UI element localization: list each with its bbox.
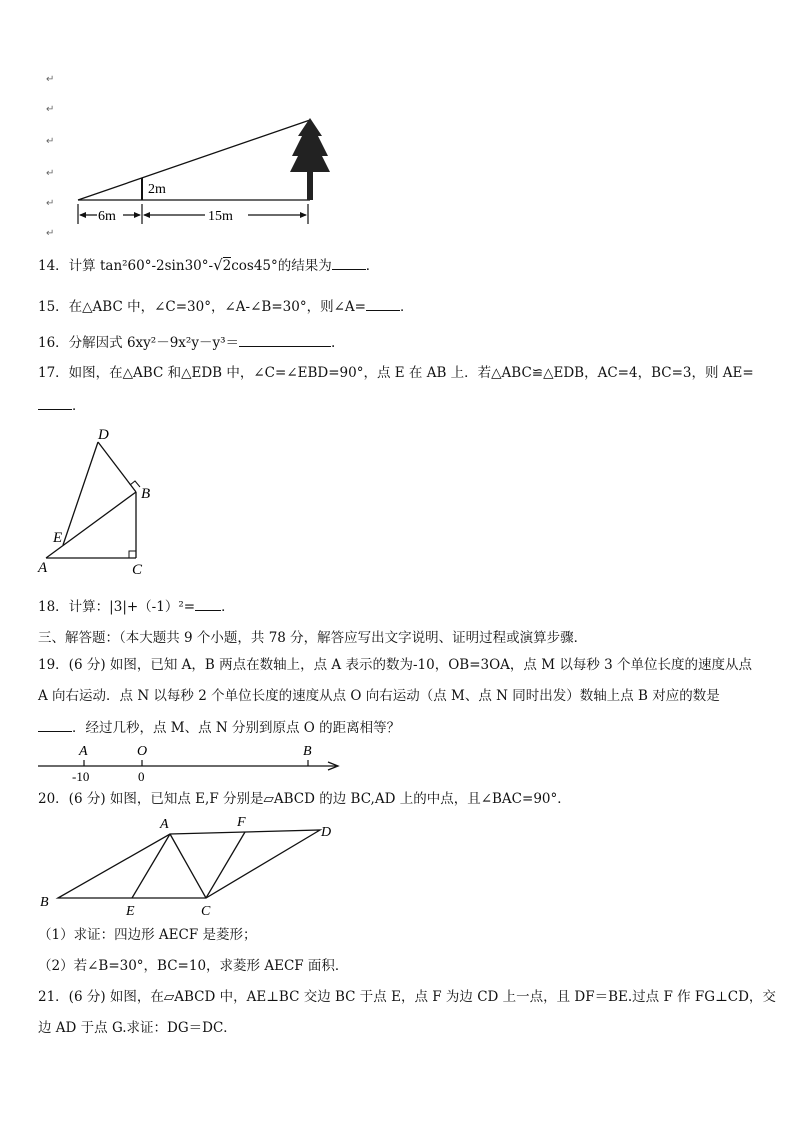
tree-shadow-figure bbox=[70, 112, 330, 230]
question-20-part1: （1）求证：四边形 AECF 是菱形； bbox=[38, 927, 257, 943]
answer-blank[interactable] bbox=[332, 256, 366, 270]
question-19-line2: A 向右运动．点 N 以每秒 2 个单位长度的速度从点 O 向右运动（点 M、点 N 同时出发）数轴上点 B 对应的数是 bbox=[38, 688, 720, 704]
tick-label: 0 bbox=[138, 769, 145, 784]
sight-line bbox=[78, 120, 310, 200]
point-b-label: B bbox=[303, 744, 312, 759]
question-21-line1: 21．(6 分) 如图，在▱ABCD 中，AE⊥BC 交边 BC 于点 E，点 F 为边 CD 上一点，且 DF＝BE.过点 F 作 FG⊥CD，交 bbox=[38, 989, 776, 1005]
paragraph-mark: ↵ bbox=[46, 74, 55, 85]
tick-label: -10 bbox=[72, 769, 90, 784]
point-e-label: E bbox=[126, 904, 135, 919]
answer-blank[interactable] bbox=[38, 718, 72, 732]
question-20: 20．(6 分) 如图，已知点 E,F 分别是▱ABCD 的边 BC,AD 上的中点，且∠BAC=90°． bbox=[38, 791, 571, 807]
question-20-part2: （2）若∠B=30°，BC=10，求菱形 AECF 面积． bbox=[38, 958, 349, 974]
question-19-line1: 19．(6 分) 如图，已知 A，B 两点在数轴上，点 A 表示的数为-10，OB=3OA，点 M 以每秒 3 个单位长度的速度从点 bbox=[38, 657, 752, 673]
answer-blank[interactable] bbox=[239, 333, 331, 347]
point-a-label: A bbox=[160, 817, 169, 832]
triangle-figure-17 bbox=[34, 424, 164, 579]
point-b-label: B bbox=[40, 895, 49, 910]
answer-blank[interactable] bbox=[195, 597, 221, 611]
segment-15m-label: 15m bbox=[208, 209, 233, 224]
question-18: 18．计算：|3|+（-1）²= ． bbox=[38, 599, 235, 615]
question-16: 16．分解因式 6xy²－9x²y－y³＝ . bbox=[38, 335, 336, 351]
point-d-label: D bbox=[321, 825, 332, 840]
paragraph-mark: ↵ bbox=[46, 136, 55, 147]
paragraph-mark: ↵ bbox=[46, 104, 55, 115]
question-19-line3: ．经过几秒，点 M、点 N 分别到原点 O 的距离相等？ bbox=[38, 718, 400, 737]
question-14: 14．计算 tan²60°-2sin30°-√2cos45°的结果为 ． bbox=[38, 256, 380, 274]
point-e-label: E bbox=[53, 530, 63, 546]
question-17-answer: ． bbox=[38, 396, 86, 415]
question-21-line2: 边 AD 于点 G.求证：DG＝DC． bbox=[38, 1020, 237, 1036]
section-heading: 三、解答题：（本大题共 9 个小题，共 78 分，解答应写出文字说明、证明过程或演算步骤． bbox=[38, 630, 588, 646]
segment-6m-label: 6m bbox=[98, 209, 116, 224]
question-15: 15．在△ABC 中，∠C=30°，∠A-∠B=30°，则∠A= ． bbox=[38, 299, 414, 315]
point-f-label: F bbox=[237, 815, 246, 830]
paragraph-mark: ↵ bbox=[46, 168, 55, 179]
point-c-label: C bbox=[201, 904, 211, 919]
parallelogram-figure-20 bbox=[36, 812, 346, 920]
question-17: 17．如图，在△ABC 和△EDB 中，∠C=∠EBD=90°，点 E 在 AB 上．若△ABC≌△EDB，AC=4，BC=3，则 AE= bbox=[38, 365, 754, 381]
point-a-label: A bbox=[79, 744, 88, 759]
point-c-label: C bbox=[132, 562, 143, 578]
number-line-figure bbox=[36, 740, 346, 784]
point-o-label: O bbox=[137, 744, 148, 759]
point-a-label: A bbox=[38, 560, 48, 576]
answer-blank[interactable] bbox=[366, 297, 400, 311]
paragraph-mark: ↵ bbox=[46, 198, 55, 209]
pole-height-label: 2m bbox=[148, 182, 166, 197]
point-d-label: D bbox=[98, 427, 109, 443]
paragraph-mark: ↵ bbox=[46, 228, 55, 239]
answer-blank[interactable] bbox=[38, 396, 72, 410]
point-b-label: B bbox=[141, 486, 151, 502]
tree-icon bbox=[290, 118, 330, 200]
